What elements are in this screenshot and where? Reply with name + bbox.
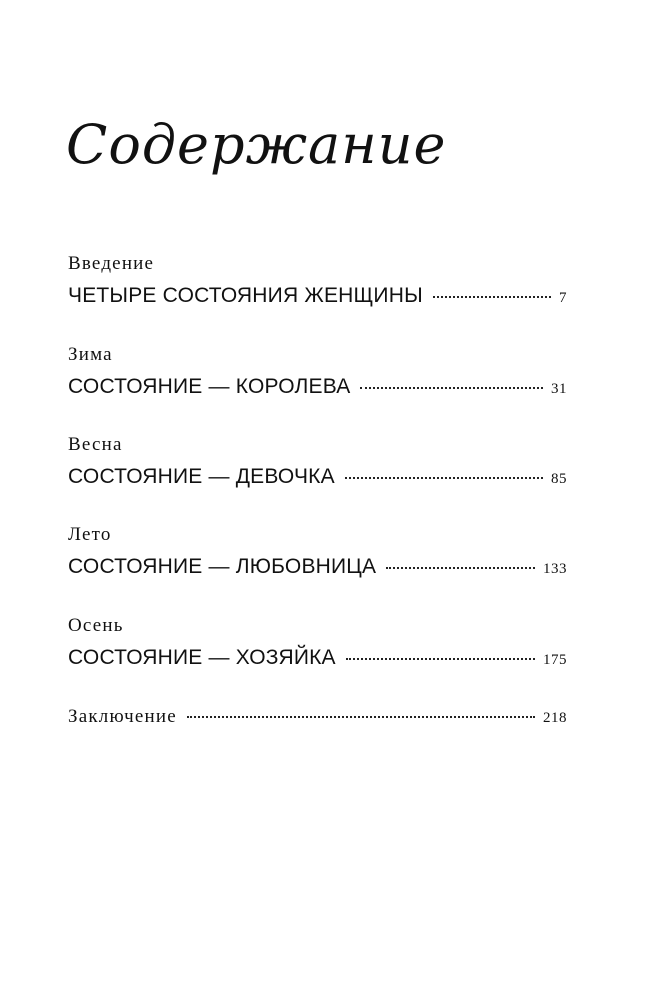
toc-entry-introduction xyxy=(68,254,567,308)
page-number: 85 xyxy=(551,471,567,487)
toc-line xyxy=(68,646,567,670)
section-label: Осень xyxy=(68,615,124,636)
toc-line xyxy=(68,555,567,579)
toc-entry-autumn xyxy=(68,616,567,670)
toc-entry-spring xyxy=(68,435,567,489)
section-label: Заключение xyxy=(68,706,177,727)
chapter-title: ЧЕТЫРЕ СОСТОЯНИЯ ЖЕНЩИНЫ xyxy=(68,284,423,307)
dot-leader xyxy=(386,567,535,569)
dot-leader xyxy=(346,658,535,660)
page-title: Содержание xyxy=(66,113,447,176)
page-number: 7 xyxy=(559,290,567,306)
section-label: Введение xyxy=(68,253,155,274)
section-label: Зима xyxy=(68,344,113,365)
dot-leader xyxy=(187,716,535,718)
chapter-title: СОСТОЯНИЕ — ЛЮБОВНИЦА xyxy=(68,555,377,578)
chapter-title: СОСТОЯНИЕ — КОРОЛЕВА xyxy=(68,375,351,398)
toc-entry-summer xyxy=(68,525,567,579)
toc-line xyxy=(68,375,567,399)
toc-entry-conclusion xyxy=(68,707,567,727)
page-number: 31 xyxy=(551,381,567,397)
toc-line xyxy=(68,284,567,308)
page-number: 175 xyxy=(543,652,567,668)
chapter-title: СОСТОЯНИЕ — ХОЗЯЙКА xyxy=(68,646,336,669)
toc-line xyxy=(68,707,567,727)
page-number: 218 xyxy=(543,710,567,726)
dot-leader xyxy=(345,477,543,479)
dot-leader xyxy=(433,296,551,298)
toc-entry-winter xyxy=(68,345,567,399)
toc-line xyxy=(68,465,567,489)
section-label: Весна xyxy=(68,434,123,455)
dot-leader xyxy=(360,387,543,389)
page-number: 133 xyxy=(543,561,567,577)
chapter-title: СОСТОЯНИЕ — ДЕВОЧКА xyxy=(68,465,335,488)
section-label: Лето xyxy=(68,524,112,545)
